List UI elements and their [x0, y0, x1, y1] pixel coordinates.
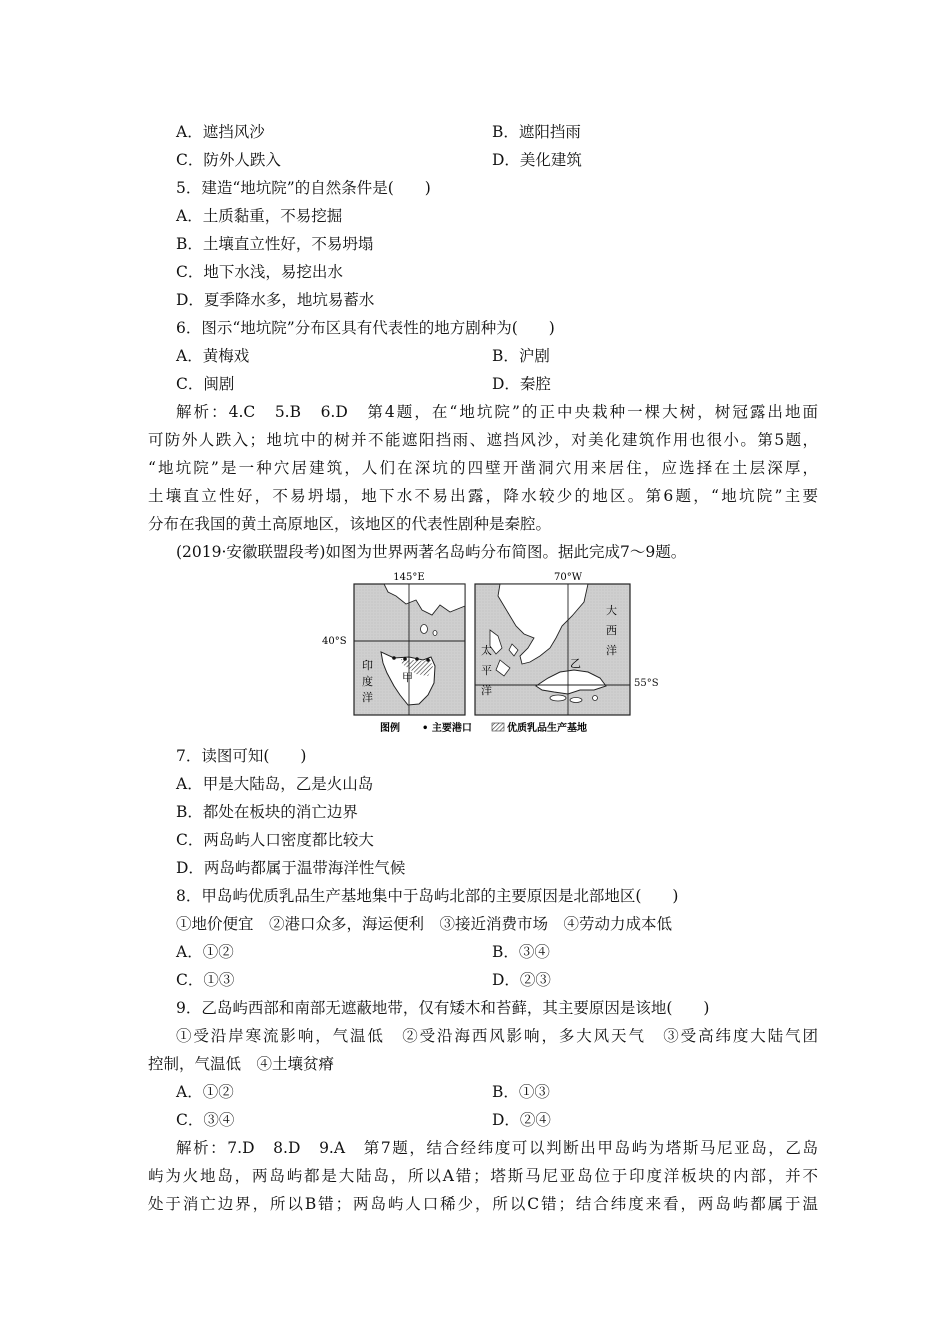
- legend-dairy-swatch: [492, 723, 504, 731]
- left-map-panel: [322, 572, 465, 715]
- q6-option-d: D．秦腔: [492, 375, 551, 393]
- q6-options-row2: [176, 370, 846, 398]
- q8-options-row1: [176, 938, 846, 966]
- map-legend: [380, 721, 587, 734]
- q8-items: ①地价便宜 ②港口众多，海运便利 ③接近消费市场 ④劳动力成本低: [176, 915, 673, 933]
- small-island: [593, 696, 598, 701]
- q8-option-a: A．①②: [176, 943, 234, 961]
- analysis1-line: 土壤直立性好，不易坍塌，地下水不易出露，降水较少的地区。第6题，“地坑院”主要: [148, 487, 818, 505]
- q4-option-c: C．防外人跌入: [176, 151, 281, 169]
- analysis2-line: 解析：7.D 8.D 9.A 第7题，结合经纬度可以判断出甲岛屿为塔斯马尼亚岛，乙岛: [176, 1139, 818, 1157]
- q9-options-row1: [176, 1078, 846, 1106]
- sea-label-char: 洋: [481, 684, 492, 697]
- q6-option-c: C．闽剧: [176, 375, 235, 393]
- lat-label-left: 40°S: [322, 636, 347, 647]
- legend-title: 图例: [380, 723, 400, 734]
- q6-option-a: A．黄梅戏: [176, 347, 250, 365]
- sea-label-char: 印: [362, 659, 373, 672]
- question-intro: (2019·安徽联盟段考)如图为世界两著名岛屿分布简图。据此完成7～9题。: [176, 543, 687, 561]
- q8-option-b: B．③④: [492, 943, 550, 961]
- analysis1-line: 解析：4.C 5.B 6.D 第4题，在“地坑院”的正中央栽种一棵大树，树冠露出地面: [176, 403, 818, 421]
- sea-label-char: 度: [362, 675, 373, 688]
- analysis2-line: 屿为火地岛，两岛屿都是大陆岛，所以A错；塔斯马尼亚岛位于印度洋板块的内部，并不: [148, 1167, 818, 1185]
- q4-options-row2: [176, 146, 846, 174]
- q4-option-d: D．美化建筑: [492, 151, 582, 169]
- sea-label-char: 洋: [362, 691, 373, 704]
- island-map-figure: [322, 568, 634, 736]
- right-map-panel: [475, 572, 630, 715]
- q9-options-row2: [176, 1106, 846, 1134]
- q9-option-c: C．③④: [176, 1111, 235, 1129]
- q4-option-a: A．遮挡风沙: [176, 123, 265, 141]
- q9-items-line2: 控制，气温低 ④土壤贫瘠: [148, 1055, 335, 1073]
- q4-options-row1: [176, 118, 846, 146]
- lon-label-left: 145°E: [393, 572, 425, 583]
- q8-stem: 8．甲岛屿优质乳品生产基地集中于岛屿北部的主要原因是北部地区( ): [176, 887, 679, 905]
- q5-option-d: D．夏季降水多，地坑易蓄水: [176, 291, 375, 309]
- sea-label-char: 平: [481, 664, 492, 677]
- analysis1-line: 分布在我国的黄土高原地区，该地区的代表性剧种是秦腔。: [148, 515, 552, 533]
- small-island: [421, 625, 428, 634]
- q9-option-b: B．①③: [492, 1083, 550, 1101]
- small-island: [550, 695, 566, 701]
- q5-stem: 5．建造“地坑院”的自然条件是( ): [176, 179, 431, 197]
- legend-port: • 主要港口: [422, 723, 472, 734]
- q6-stem: 6．图示“地坑院”分布区具有代表性的地方剧种为( ): [176, 319, 555, 337]
- analysis1-line: “地坑院”是一种穴居建筑，人们在深坑的四壁开凿洞穴用来居住，应选择在土层深厚，: [148, 459, 818, 477]
- small-island: [433, 631, 437, 636]
- sea-label-char: 洋: [606, 644, 617, 657]
- q6-option-b: B．沪剧: [492, 347, 550, 365]
- q6-options-row1: [176, 342, 846, 370]
- legend-dairy: 优质乳品生产基地: [507, 723, 587, 734]
- q7-option-d: D．两岛屿都属于温带海洋性气候: [176, 859, 406, 877]
- q5-option-c: C．地下水浅，易挖出水: [176, 263, 343, 281]
- q4-option-b: B．遮阳挡雨: [492, 123, 581, 141]
- lon-label-right: 70°W: [553, 572, 583, 583]
- port-marker: [415, 657, 419, 661]
- q9-stem: 9．乙岛屿西部和南部无遮蔽地带，仅有矮木和苔藓，其主要原因是该地( ): [176, 999, 710, 1017]
- analysis2-line: 处于消亡边界，所以B错；两岛屿人口稀少，所以C错；结合纬度来看，两岛屿都属于温: [148, 1195, 818, 1213]
- island-jia-label: 甲: [402, 671, 413, 684]
- q5-option-a: A．土质黏重，不易挖掘: [176, 207, 343, 225]
- q8-option-c: C．①③: [176, 971, 235, 989]
- analysis1-line: 可防外人跌入；地坑中的树并不能遮阳挡雨、遮挡风沙，对美化建筑作用也很小。第5题，: [148, 431, 818, 449]
- q9-option-d: D．②④: [492, 1111, 551, 1129]
- q8-options-row2: [176, 966, 846, 994]
- q7-option-a: A．甲是大陆岛，乙是火山岛: [176, 775, 374, 793]
- lat-label-right: 55°S: [634, 678, 659, 689]
- island-yi-label: 乙: [570, 657, 581, 670]
- q7-stem: 7．读图可知( ): [176, 747, 307, 765]
- q9-items-line1: ①受沿岸寒流影响，气温低 ②受沿海西风影响，多大风天气 ③受高纬度大陆气团: [176, 1027, 818, 1045]
- small-island: [570, 698, 582, 703]
- port-marker: [392, 656, 396, 660]
- q7-option-b: B．都处在板块的消亡边界: [176, 803, 358, 821]
- sea-label-char: 西: [606, 624, 617, 637]
- sea-label-char: 太: [481, 644, 492, 657]
- sea-label-char: 大: [606, 604, 617, 617]
- q9-option-a: A．①②: [176, 1083, 234, 1101]
- island-map: [322, 568, 634, 736]
- q8-option-d: D．②③: [492, 971, 551, 989]
- q7-option-c: C．两岛屿人口密度都比较大: [176, 831, 374, 849]
- q5-option-b: B．土壤直立性好，不易坍塌: [176, 235, 374, 253]
- port-marker: [426, 658, 430, 662]
- port-marker: [403, 657, 407, 661]
